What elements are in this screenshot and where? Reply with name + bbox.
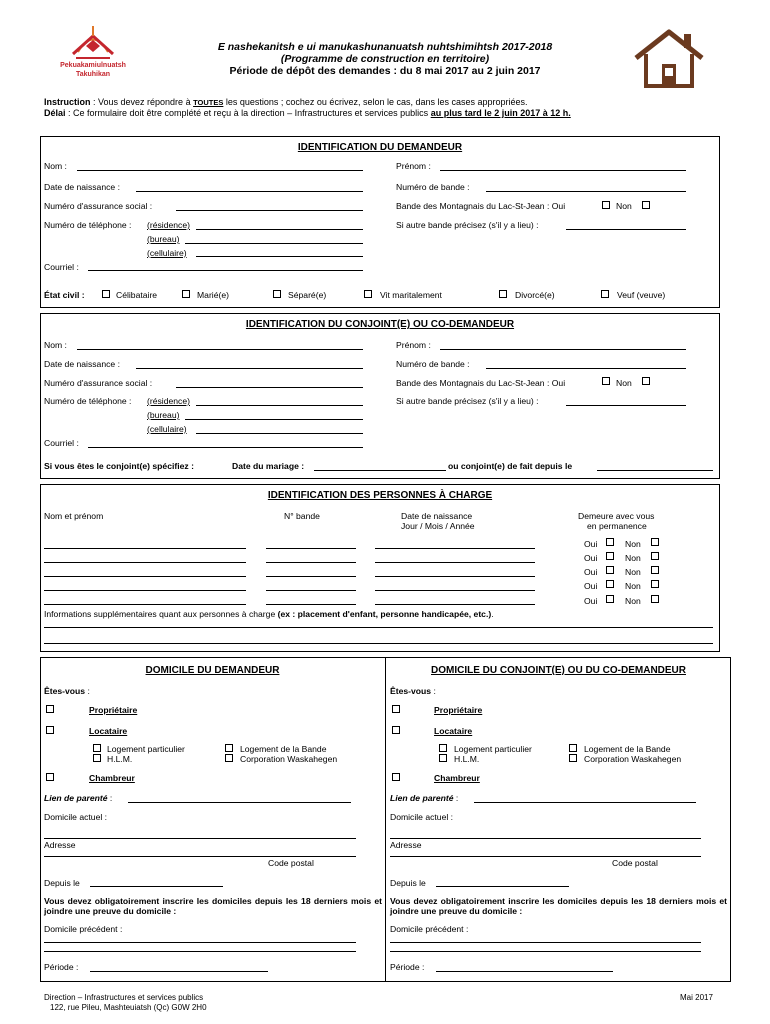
domicile-right-title: DOMICILE DU CONJOINT(E) OU DU CO-DEMANDEUR xyxy=(431,665,686,676)
domicile-left-locataire-label: Locataire xyxy=(89,726,128,736)
domicile-right-lien-label: Lien de parenté xyxy=(390,793,454,803)
spouse-email-label: Courriel : xyxy=(44,438,79,448)
domicile-left-actuel-label: Domicile actuel : xyxy=(44,812,108,822)
dependents-col-dob-2: Jour / Mois / Année xyxy=(401,521,475,531)
dependent-oui-checkbox[interactable] xyxy=(606,580,614,588)
dependent-dob-input[interactable] xyxy=(375,562,535,563)
civil-label-celibataire: Célibataire xyxy=(116,290,158,300)
civil-checkbox-veuf[interactable] xyxy=(601,290,609,298)
dependent-oui-label: Oui xyxy=(584,581,598,591)
house-icon xyxy=(632,28,706,90)
delai-text: : Ce formulaire doit être complété et reçu à la direction – Infrastructures et services publics xyxy=(65,108,431,118)
spouse-dob-input[interactable] xyxy=(136,368,363,369)
domicile-left-proprietaire-label: Propriétaire xyxy=(89,705,138,715)
dependent-band-input[interactable] xyxy=(266,548,356,549)
domicile-left-periode-input[interactable] xyxy=(90,971,268,972)
applicant-phone-cell-input[interactable] xyxy=(196,256,363,257)
spouse-cellulaire-label: (cellulaire) xyxy=(147,424,187,434)
domicile-left-locataire-checkbox[interactable] xyxy=(46,726,54,734)
dependent-oui-label: Oui xyxy=(584,567,598,577)
domicile-right-logement-bande-checkbox[interactable] xyxy=(569,744,577,752)
applicant-residence-label: (résidence) xyxy=(147,220,190,230)
domicile-right-actuel-input[interactable] xyxy=(390,838,701,839)
domicile-right-precedent-label: Domicile précédent : xyxy=(390,924,469,934)
domicile-left-hlm-checkbox[interactable] xyxy=(93,754,101,762)
civil-label-marie: Marié(e) xyxy=(197,290,229,300)
domicile-left-etes-colon: : xyxy=(85,686,90,696)
footer-address-1: Direction – Infrastructures et services publics xyxy=(44,993,204,1002)
delai-line xyxy=(44,108,571,118)
domicile-left-logement-label: Logement particulier xyxy=(107,744,185,754)
dependent-non-label: Non xyxy=(625,567,641,577)
domicile-right-adresse-input[interactable] xyxy=(390,856,701,857)
spouse-specify-label: Si vous êtes le conjoint(e) spécifiez : xyxy=(44,461,194,471)
spouse-phone-residence-input[interactable] xyxy=(196,405,363,406)
spouse-dob-label: Date de naissance : xyxy=(44,359,120,369)
dependent-oui-label: Oui xyxy=(584,596,598,606)
domicile-right-etes-label: Êtes-vous xyxy=(390,686,432,696)
domicile-right-hlm-checkbox[interactable] xyxy=(439,754,447,762)
spouse-prenom-input[interactable] xyxy=(440,349,686,350)
domicile-right-lien xyxy=(390,793,458,803)
domicile-left-chambreur-label: Chambreur xyxy=(89,773,135,783)
domicile-left-logement-bande-label: Logement de la Bande xyxy=(240,744,327,754)
footer-date: Mai 2017 xyxy=(680,993,713,1002)
civil-checkbox-vit-maritalement[interactable] xyxy=(364,290,372,298)
dependent-band-input[interactable] xyxy=(266,590,356,591)
dependents-info-input-2[interactable] xyxy=(44,643,713,644)
civil-checkbox-marie[interactable] xyxy=(182,290,190,298)
domicile-left-code-postal-label: Code postal xyxy=(268,858,314,868)
spouse-phone-label: Numéro de téléphone : xyxy=(44,396,132,406)
applicant-phone-residence-input[interactable] xyxy=(196,229,363,230)
spouse-section xyxy=(40,313,720,479)
applicant-other-band-input[interactable] xyxy=(566,229,686,230)
dependents-col-dob-1: Date de naissance xyxy=(401,511,473,521)
spouse-common-law-label: ou conjoint(e) de fait depuis le xyxy=(448,461,573,471)
dependent-name-input[interactable] xyxy=(44,576,246,577)
dependent-dob-input[interactable] xyxy=(375,548,535,549)
domicile-right-precedent-input-2[interactable] xyxy=(390,951,701,952)
domicile-left-hlm-label: H.L.M. xyxy=(107,754,133,764)
delai-label: Délai xyxy=(44,108,66,118)
applicant-civil-label: État civil : xyxy=(44,290,85,300)
civil-checkbox-celibataire[interactable] xyxy=(102,290,110,298)
dependent-name-input[interactable] xyxy=(44,562,246,563)
spouse-residence-label: (résidence) xyxy=(147,396,190,406)
domicile-right-periode-input[interactable] xyxy=(436,971,613,972)
domicile-left-etes-label: Êtes-vous xyxy=(44,686,86,696)
domicile-divider xyxy=(385,657,386,982)
domicile-right-proprietaire-label: Propriétaire xyxy=(434,705,483,715)
domicile-right-depuis-input[interactable] xyxy=(436,886,569,887)
domicile-right-corporation-label: Corporation Waskahegen xyxy=(584,754,682,764)
domicile-left-actuel-input[interactable] xyxy=(44,838,356,839)
dependents-col-band: N° bande xyxy=(284,511,320,521)
instruction-text-2: les questions ; cochez ou écrivez, selon le cas, dans les cases appropriées. xyxy=(223,97,528,107)
dependent-name-input[interactable] xyxy=(44,590,246,591)
domicile-right-precedent-input-1[interactable] xyxy=(390,942,701,943)
spouse-marriage-label: Date du mariage : xyxy=(232,461,305,471)
dependent-dob-input[interactable] xyxy=(375,590,535,591)
dependent-oui-checkbox[interactable] xyxy=(606,566,614,574)
applicant-band-lsj-label: Bande des Montagnais du Lac-St-Jean : Oui xyxy=(396,201,566,211)
spouse-nom-input[interactable] xyxy=(77,349,363,350)
applicant-section xyxy=(40,136,720,308)
dependents-info-end: . xyxy=(491,609,494,619)
dependents-col-live-2: en permanence xyxy=(587,521,647,531)
dependent-non-checkbox[interactable] xyxy=(651,580,659,588)
domicile-right-actuel-label: Domicile actuel : xyxy=(390,812,454,822)
domicile-left-depuis-label: Depuis le xyxy=(44,878,80,888)
dependent-band-input[interactable] xyxy=(266,576,356,577)
domicile-right-locataire-checkbox[interactable] xyxy=(392,726,400,734)
civil-label-separe: Séparé(e) xyxy=(288,290,327,300)
domicile-left-logement-checkbox[interactable] xyxy=(93,744,101,752)
spouse-prenom-label: Prénom : xyxy=(396,340,431,350)
instruction-line xyxy=(44,97,528,107)
spouse-nom-label: Nom : xyxy=(44,340,67,350)
delai-deadline: au plus tard le 2 juin 2017 à 12 h. xyxy=(430,108,571,118)
domicile-right-depuis-label: Depuis le xyxy=(390,878,426,888)
civil-checkbox-separe[interactable] xyxy=(273,290,281,298)
domicile-right-hlm-label: H.L.M. xyxy=(454,754,480,764)
domicile-right-corporation-checkbox[interactable] xyxy=(569,754,577,762)
dependent-oui-checkbox[interactable] xyxy=(606,552,614,560)
spouse-band-oui-checkbox[interactable] xyxy=(602,377,610,385)
spouse-other-band-label: Si autre bande précisez (s'il y a lieu) : xyxy=(396,396,539,406)
domicile-left-lien-colon: : xyxy=(107,793,113,803)
spouse-marriage-input[interactable] xyxy=(314,470,446,471)
applicant-title: IDENTIFICATION DU DEMANDEUR xyxy=(297,142,463,153)
dependent-name-input[interactable] xyxy=(44,548,246,549)
spouse-common-law-input[interactable] xyxy=(597,470,713,471)
applicant-nom-input[interactable] xyxy=(77,170,363,171)
domicile-right-etes xyxy=(390,686,436,696)
domicile-left-periode-label: Période : xyxy=(44,962,79,972)
applicant-band-non-checkbox[interactable] xyxy=(642,201,650,209)
dependents-col-live-1: Demeure avec vous xyxy=(578,511,655,521)
domicile-left-adresse-label: Adresse xyxy=(44,840,76,850)
domicile-right-chambreur-label: Chambreur xyxy=(434,773,480,783)
dependents-info-input-1[interactable] xyxy=(44,627,713,628)
logo xyxy=(48,22,138,82)
dependent-non-label: Non xyxy=(625,596,641,606)
spouse-band-no-label: Numéro de bande : xyxy=(396,359,470,369)
dependent-non-checkbox[interactable] xyxy=(651,552,659,560)
applicant-band-non-label: Non xyxy=(616,201,632,211)
dependent-band-input[interactable] xyxy=(266,604,356,605)
domicile-left-title: DOMICILE DU DEMANDEUR xyxy=(145,665,280,676)
logo-name: Pekuakamiulnuatsh xyxy=(60,62,126,69)
dependent-non-checkbox[interactable] xyxy=(651,538,659,546)
applicant-dob-input[interactable] xyxy=(136,191,363,192)
civil-label-veuf: Veuf (veuve) xyxy=(617,290,666,300)
applicant-phone-bureau-input[interactable] xyxy=(185,243,363,244)
domicile-right-obligation: Vous devez obligatoirement inscrire les domiciles depuis les 18 derniers mois et joindre une preuve du domicile : xyxy=(390,896,727,916)
spouse-title: IDENTIFICATION DU CONJOINT(E) OU CO-DEMANDEUR xyxy=(245,319,515,330)
domicile-right-periode-label: Période : xyxy=(390,962,425,972)
applicant-prenom-input[interactable] xyxy=(440,170,686,171)
domicile-right-logement-bande-label: Logement de la Bande xyxy=(584,744,671,754)
applicant-other-band-label: Si autre bande précisez (s'il y a lieu) : xyxy=(396,220,539,230)
spouse-sin-label: Numéro d'assurance social : xyxy=(44,378,153,388)
dependent-oui-label: Oui xyxy=(584,539,598,549)
instruction-toutes: TOUTES xyxy=(193,98,224,107)
domicile-right-logement-checkbox[interactable] xyxy=(439,744,447,752)
dependent-non-label: Non xyxy=(625,553,641,563)
domicile-left-adresse-input[interactable] xyxy=(44,856,356,857)
domicile-left-proprietaire-checkbox[interactable] xyxy=(46,705,54,713)
instruction-text-1: : Vous devez répondre à xyxy=(90,97,194,107)
applicant-band-oui-checkbox[interactable] xyxy=(602,201,610,209)
dependents-title: IDENTIFICATION DES PERSONNES À CHARGE xyxy=(267,490,493,501)
dependent-name-input[interactable] xyxy=(44,604,246,605)
spouse-email-input[interactable] xyxy=(88,447,363,448)
civil-checkbox-divorce[interactable] xyxy=(499,290,507,298)
domicile-left-lien xyxy=(44,793,112,803)
domicile-right-locataire-label: Locataire xyxy=(434,726,473,736)
dependent-dob-input[interactable] xyxy=(375,576,535,577)
dependent-oui-checkbox[interactable] xyxy=(606,538,614,546)
spouse-sin-input[interactable] xyxy=(176,387,363,388)
spouse-band-lsj-label: Bande des Montagnais du Lac-St-Jean : Oui xyxy=(396,378,566,388)
spouse-band-non-label: Non xyxy=(616,378,632,388)
domicile-left-corporation-label: Corporation Waskahegen xyxy=(240,754,338,764)
domicile-right-adresse-label: Adresse xyxy=(390,840,422,850)
applicant-email-label: Courriel : xyxy=(44,262,79,272)
instruction-label: Instruction xyxy=(44,97,91,107)
civil-label-vit-maritalement: Vit maritalement xyxy=(380,290,442,300)
dependent-dob-input[interactable] xyxy=(375,604,535,605)
domicile-left-depuis-input[interactable] xyxy=(90,886,223,887)
applicant-sin-label: Numéro d'assurance social : xyxy=(44,201,153,211)
footer-address-2: 122, rue Pileu, Mashteuiatsh (Qc) G0W 2H0 xyxy=(50,1003,207,1012)
applicant-nom-label: Nom : xyxy=(44,161,67,171)
applicant-phone-label: Numéro de téléphone : xyxy=(44,220,132,230)
applicant-dob-label: Date de naissance : xyxy=(44,182,120,192)
domicile-left-logement-bande-checkbox[interactable] xyxy=(225,744,233,752)
dependents-col-name: Nom et prénom xyxy=(44,511,104,521)
dependent-non-checkbox[interactable] xyxy=(651,595,659,603)
spouse-bureau-label: (bureau) xyxy=(147,410,180,420)
dependent-oui-label: Oui xyxy=(584,553,598,563)
logo-subtitle: Takuhikan xyxy=(75,71,111,78)
spouse-other-band-input[interactable] xyxy=(566,405,686,406)
dependent-non-label: Non xyxy=(625,581,641,591)
dependents-info-text: Informations supplémentaires quant aux personnes à charge xyxy=(44,609,278,619)
civil-label-divorce: Divorcé(e) xyxy=(515,290,555,300)
header-title-1: E nashekanitsh e ui manukashunanuatsh nuhtshimihtsh 2017-2018 xyxy=(217,41,553,53)
domicile-right-lien-input[interactable] xyxy=(474,802,696,803)
applicant-band-no-label: Numéro de bande : xyxy=(396,182,470,192)
spouse-band-no-input[interactable] xyxy=(486,368,686,369)
domicile-left-etes xyxy=(44,686,90,696)
domicile-left-precedent-input-2[interactable] xyxy=(44,951,356,952)
domicile-right-etes-colon: : xyxy=(431,686,436,696)
applicant-cellulaire-label: (cellulaire) xyxy=(147,248,187,258)
domicile-right-code-postal-label: Code postal xyxy=(612,858,658,868)
domicile-left-chambreur-checkbox[interactable] xyxy=(46,773,54,781)
applicant-email-input[interactable] xyxy=(88,270,363,271)
domicile-right-lien-colon: : xyxy=(453,793,459,803)
domicile-right-proprietaire-checkbox[interactable] xyxy=(392,705,400,713)
domicile-left-precedent-input-1[interactable] xyxy=(44,942,356,943)
domicile-right-logement-label: Logement particulier xyxy=(454,744,532,754)
spouse-band-non-checkbox[interactable] xyxy=(642,377,650,385)
spouse-phone-bureau-input[interactable] xyxy=(185,419,363,420)
applicant-sin-input[interactable] xyxy=(176,210,363,211)
header-title-3: Période de dépôt des demandes : du 8 mai 2017 au 2 juin 2017 xyxy=(229,65,541,77)
applicant-prenom-label: Prénom : xyxy=(396,161,431,171)
dependent-oui-checkbox[interactable] xyxy=(606,595,614,603)
header-title-2: (Programme de construction en territoire) xyxy=(280,53,490,65)
domicile-right-chambreur-checkbox[interactable] xyxy=(392,773,400,781)
domicile-left-precedent-label: Domicile précédent : xyxy=(44,924,123,934)
logo-icon xyxy=(48,22,138,62)
spouse-phone-cell-input[interactable] xyxy=(196,433,363,434)
dependent-non-checkbox[interactable] xyxy=(651,566,659,574)
dependents-info-label xyxy=(44,609,494,619)
dependent-non-label: Non xyxy=(625,539,641,549)
domicile-left-obligation: Vous devez obligatoirement inscrire les domiciles depuis les 18 derniers mois et joindre une preuve du domicile : xyxy=(44,896,382,916)
domicile-left-lien-input[interactable] xyxy=(128,802,351,803)
applicant-bureau-label: (bureau) xyxy=(147,234,180,244)
domicile-left-lien-label: Lien de parenté xyxy=(44,793,108,803)
dependents-info-example: (ex : placement d'enfant, personne handicapée, etc.) xyxy=(277,609,492,619)
applicant-band-no-input[interactable] xyxy=(486,191,686,192)
dependent-band-input[interactable] xyxy=(266,562,356,563)
domicile-left-corporation-checkbox[interactable] xyxy=(225,754,233,762)
